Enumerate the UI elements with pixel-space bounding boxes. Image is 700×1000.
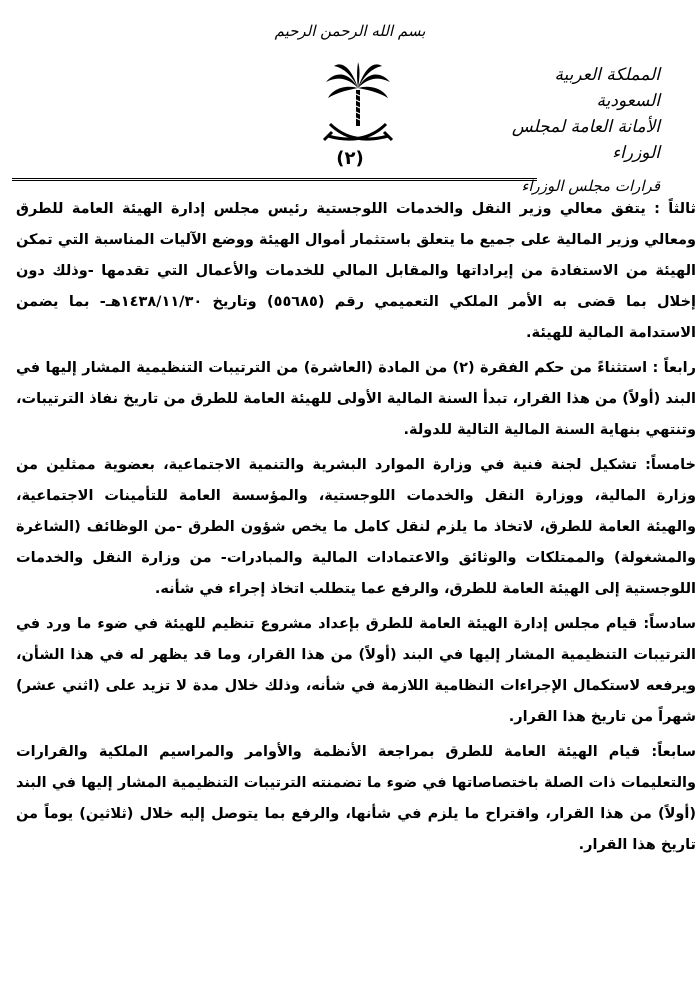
- section-name: قرارات مجلس الوزراء: [521, 177, 660, 195]
- clause-fifth: [16, 450, 696, 605]
- clause-text: تشكيل لجنة فنية في وزارة الموارد البشرية والتنمية الاجتماعية، بعضوية ممثلين من وزارة المالية، ووزارة النقل والخدمات اللوجستية، والمؤسسة العامة للتأمينات الاجتماعية، والهيئة العامة للطرق، لاتخاذ ما يلزم لنقل كامل ما يخص شؤون الطرق -من الوظائف (الشاغرة والمشغولة) والممتلكات والوثائق والاعتمادات المالية والمبادرات- من وزارة النقل والخدمات اللوجستية إلى الهيئة العامة للطرق، والرفع عما يتطلب اتخاذ إجراء في شأنه.: [16, 457, 696, 597]
- clause-label: سادساً:: [643, 616, 696, 632]
- kingdom-name: المملكة العربية السعودية: [554, 65, 660, 111]
- header-divider: [12, 178, 537, 181]
- decision-body: [16, 194, 696, 984]
- clause-third: [16, 194, 696, 349]
- basmala: بسم الله الرحمن الرحيم: [274, 22, 426, 40]
- clause-fourth: [16, 353, 696, 446]
- secretariat-name: الأمانة العامة لمجلس الوزراء: [511, 117, 660, 163]
- clause-label: ثالثاً :: [654, 201, 696, 217]
- clause-sixth: [16, 609, 696, 733]
- clause-seventh: [16, 737, 696, 861]
- clause-text: قيام الهيئة العامة للطرق بمراجعة الأنظمة والأوامر والمراسيم الملكية والقرارات والتعليمات ذات الصلة باختصاصاتها في ضوء ما تضمنته الترتيبات التنظيمية المشار إليها في البند (أولاً) من هذا القرار، واقتراح ما يلزم في شأنها، والرفع بما يتوصل إليه خلال (ثلاثين) يوماً من تاريخ هذا القرار.: [16, 744, 696, 853]
- page-number: (٢): [336, 148, 364, 169]
- clause-text: قيام مجلس إدارة الهيئة العامة للطرق بإعداد مشروع تنظيم للهيئة في ضوء ما ورد في الترتيبات التنظيمية المشار إليها في البند (أولاً) من هذا القرار، وما قد يظهر له في هذا الشأن، ويرفعه لاستكمال الإجراءات النظامية اللازمة في شأنه، وذلك خلال مدة لا تزيد على (اثني عشر) شهراً من تاريخ هذا القرار.: [16, 616, 696, 725]
- saudi-emblem-icon: [322, 60, 394, 152]
- clause-label: رابعاً :: [652, 360, 696, 376]
- clause-text: استثناءً من حكم الفقرة (٢) من المادة (العاشرة) من الترتيبات التنظيمية المشار إليها في البند (أولاً) من هذا القرار، تبدأ السنة المالية الأولى للهيئة العامة للطرق من تاريخ نفاذ الترتيبات، وتنتهي بنهاية السنة المالية التالية للدولة.: [16, 360, 696, 438]
- clause-label: سابعاً:: [651, 744, 696, 760]
- clause-label: خامساً:: [645, 457, 696, 473]
- clause-text: يتفق معالي وزير النقل والخدمات اللوجستية رئيس مجلس إدارة الهيئة العامة للطرق ومعالي وزير المالية على جميع ما يتعلق باستثمار أموال الهيئة ووضع الآليات المناسبة التي تمكن الهيئة من الاستفادة من إيراداتها والمقابل المالي للخدمات والأعمال التي تقدمها -وذلك دون إخلال بما قضى به الأمر الملكي التعميمي رقم (٥٥٦٨٥) وتاريخ ١٤٣٨/١١/٣٠هـ- بما يضمن الاستدامة المالية للهيئة.: [16, 201, 696, 341]
